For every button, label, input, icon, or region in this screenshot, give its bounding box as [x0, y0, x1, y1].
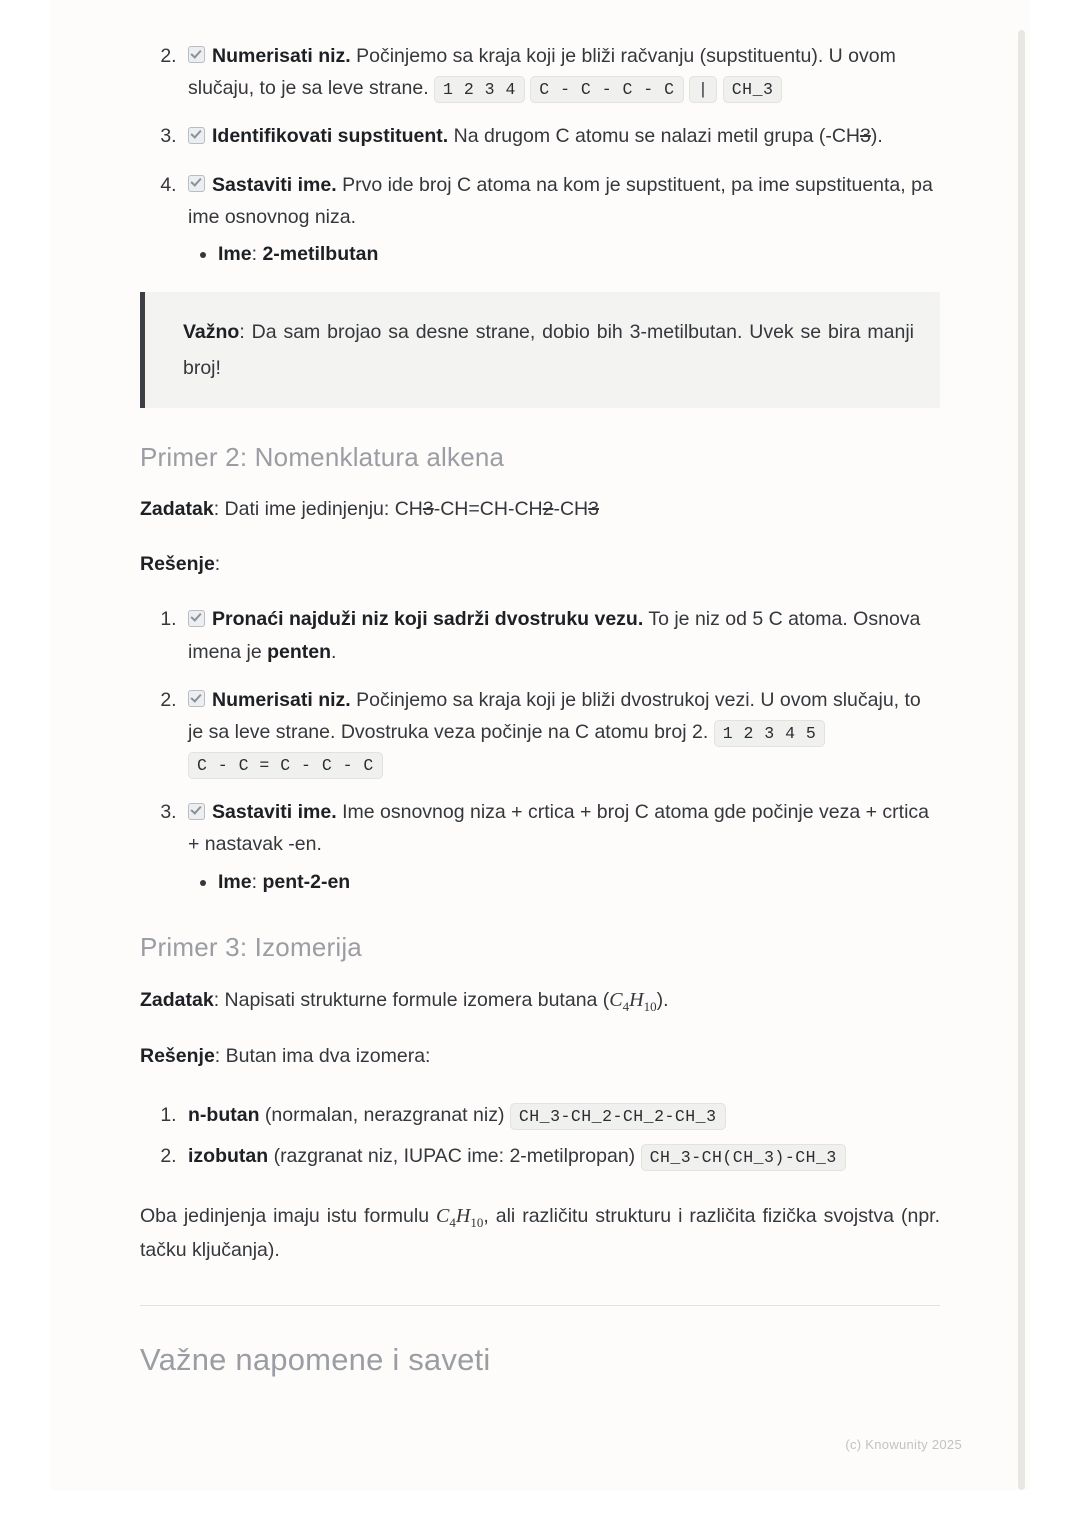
step-text: Prvo ide broj C atoma na kom je supstituent, pa ime supstituenta, pa ime osnovnog niza. — [188, 173, 933, 228]
isomer-name: izobutan — [188, 1145, 269, 1168]
checkbox-icon[interactable] — [188, 803, 205, 820]
code-chip: CH_3 — [723, 76, 783, 103]
solution-label: Rešenje — [140, 553, 215, 576]
section-divider — [140, 1305, 940, 1306]
step-title: Pronaći najduži niz koji sadrži dvostruku vezu. — [212, 608, 644, 631]
sub-list — [188, 239, 940, 270]
chemical-formula: $C_4H_{10}$ — [436, 1204, 484, 1230]
code-chip: | — [689, 76, 717, 103]
step-text: To je niz od 5 C atoma. Osnova imena je — [188, 608, 921, 663]
task-label: Zadatak — [140, 988, 214, 1011]
checkbox-icon[interactable] — [188, 175, 205, 192]
step-title: Sastaviti ime. — [212, 801, 337, 824]
checkbox-icon[interactable] — [188, 610, 205, 627]
task-paragraph-example2 — [140, 493, 940, 526]
code-chip: 1 2 3 4 5 — [714, 720, 826, 747]
list-item: • Ime: pent-2-en — [218, 867, 940, 898]
callout-text: : Da sam brojao sa desne strane, dobio bih 3-metilbutan. Uvek se bira manji broj! — [183, 321, 914, 380]
step-text: Počinjemo sa kraja koji je bliži račvanju (supstituentu). U ovom slučaju, to je sa leve strane. — [188, 45, 896, 100]
chemical-formula: $C_4H_{10}$ — [609, 988, 657, 1014]
isomer-desc: (normalan, nerazgranat niz) — [259, 1104, 510, 1127]
list-item — [182, 1136, 940, 1177]
isomer-name: n-butan — [188, 1104, 260, 1127]
scrollbar[interactable] — [1018, 30, 1025, 1490]
step-title: Numerisati niz. — [212, 45, 351, 67]
code-chip: C - C - C - C — [530, 76, 683, 103]
list-item — [182, 40, 940, 104]
section-heading-example3: Primer 3: Izomerija — [140, 931, 362, 962]
solution-colon: : — [214, 553, 221, 576]
list-item — [182, 684, 940, 781]
step-tail: . — [331, 640, 337, 663]
checkbox-icon[interactable] — [188, 690, 205, 707]
task-paragraph-example3 — [140, 983, 940, 1018]
list-item — [182, 169, 940, 271]
code-chip: C - C = C - C - C — [188, 752, 383, 779]
closing-pre: Oba jedinjenja imaju istu formulu — [140, 1204, 437, 1227]
sub-value: 2-metilbutan — [262, 242, 379, 265]
code-chip: 1 2 3 4 — [434, 76, 525, 103]
final-section-heading: Važne napomene i saveti — [140, 1342, 491, 1378]
isomer-desc: (razgranat niz, IUPAC ime: 2-metilpropan) — [268, 1145, 641, 1168]
solution-paragraph-example3 — [140, 1040, 940, 1073]
sub-value: pent-2-en — [262, 870, 351, 893]
important-callout — [140, 292, 940, 408]
callout-label: Važno — [183, 321, 240, 344]
task-text-post: ). — [656, 988, 669, 1011]
steps-list-example1 — [140, 40, 940, 270]
step-title: Identifikovati supstituent. — [212, 125, 449, 148]
isomers-list — [140, 1095, 940, 1177]
step-text: Ime osnovnog niza + crtica + broj C atoma gde počinje veza + crtica + nastavak -en. — [188, 801, 930, 856]
step-text: Počinjemo sa kraja koji je bliži dvostrukoj vezi. U ovom slučaju, to je sa leve strane. Dvostruka veza počinje na C atomu broj 2. — [188, 688, 921, 743]
solution-text: : Butan ima dva izomera: — [214, 1044, 431, 1067]
closing-post: , ali različitu strukturu i različita fizička svojstva (npr. tačku ključanja). — [140, 1204, 941, 1262]
list-item — [182, 120, 940, 152]
document-page — [50, 0, 1030, 1490]
solution-label-example2 — [140, 548, 940, 581]
list-item: • Ime: 2-metilbutan — [218, 239, 940, 270]
step-text: Na drugom C atomu se nalazi metil grupa (-CH3). — [448, 125, 883, 148]
solution-label: Rešenje — [140, 1044, 215, 1067]
sub-label: Ime — [218, 242, 252, 265]
task-text-pre: : Napisati strukturne formule izomera butana ( — [213, 988, 610, 1011]
task-label: Zadatak — [140, 498, 214, 521]
step-title: Numerisati niz. — [212, 688, 351, 711]
step-bold-tail: penten — [267, 640, 332, 663]
code-chip: CH_3-CH_2-CH_2-CH_3 — [510, 1103, 726, 1130]
task-text: : Dati ime jedinjenju: CH3-CH=CH-CH2-CH3 — [213, 498, 599, 521]
steps-list-example2 — [140, 603, 940, 897]
sub-list — [188, 867, 940, 898]
list-item — [182, 1095, 940, 1136]
code-chip: CH_3-CH(CH_3)-CH_3 — [641, 1144, 846, 1171]
list-item — [182, 796, 940, 898]
section-heading-example2: Primer 2: Nomenklatura alkena — [140, 442, 505, 473]
sub-label: Ime — [218, 870, 252, 893]
step-title: Sastaviti ime. — [212, 173, 337, 196]
closing-paragraph — [140, 1199, 940, 1267]
watermark: (c) Knowunity 2025 — [845, 1437, 962, 1452]
checkbox-icon[interactable] — [188, 46, 205, 63]
checkbox-icon[interactable] — [188, 127, 205, 144]
list-item — [182, 603, 940, 667]
